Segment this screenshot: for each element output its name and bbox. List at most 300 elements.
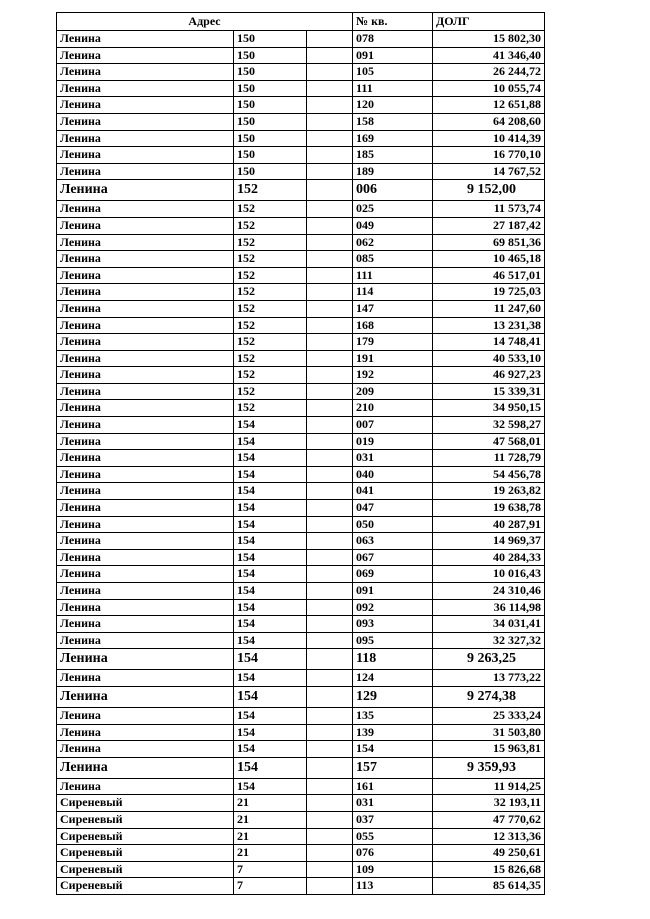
blank-cell bbox=[307, 795, 353, 812]
house-cell: 21 bbox=[234, 795, 307, 812]
house-cell: 152 bbox=[234, 367, 307, 384]
blank-cell bbox=[307, 811, 353, 828]
apartment-cell: 037 bbox=[353, 811, 433, 828]
blank-cell bbox=[307, 350, 353, 367]
house-cell: 150 bbox=[234, 113, 307, 130]
street-cell: Сиреневый bbox=[57, 861, 234, 878]
blank-cell bbox=[307, 466, 353, 483]
blank-cell bbox=[307, 583, 353, 600]
street-cell: Ленина bbox=[57, 649, 234, 670]
debt-cell: 11 914,25 bbox=[433, 778, 545, 795]
house-cell: 152 bbox=[234, 383, 307, 400]
blank-cell bbox=[307, 217, 353, 234]
house-cell: 154 bbox=[234, 466, 307, 483]
table-row bbox=[57, 417, 545, 434]
street-cell: Ленина bbox=[57, 616, 234, 633]
debt-cell: 15 339,31 bbox=[433, 383, 545, 400]
house-cell: 154 bbox=[234, 483, 307, 500]
street-cell: Ленина bbox=[57, 163, 234, 180]
debt-cell: 27 187,42 bbox=[433, 217, 545, 234]
debt-cell: 32 193,11 bbox=[433, 795, 545, 812]
debt-cell: 10 465,18 bbox=[433, 251, 545, 268]
apartment-cell: 189 bbox=[353, 163, 433, 180]
table-row bbox=[57, 163, 545, 180]
street-cell: Ленина bbox=[57, 670, 234, 687]
blank-cell bbox=[307, 828, 353, 845]
header-row bbox=[57, 13, 545, 31]
apartment-cell: 006 bbox=[353, 180, 433, 201]
street-cell: Ленина bbox=[57, 201, 234, 218]
table-row bbox=[57, 533, 545, 550]
blank-cell bbox=[307, 80, 353, 97]
debt-cell: 14 767,52 bbox=[433, 163, 545, 180]
table-row bbox=[57, 616, 545, 633]
apartment-cell: 047 bbox=[353, 500, 433, 517]
street-cell: Сиреневый bbox=[57, 845, 234, 862]
street-cell: Ленина bbox=[57, 217, 234, 234]
blank-cell bbox=[307, 317, 353, 334]
street-cell: Ленина bbox=[57, 778, 234, 795]
house-cell: 21 bbox=[234, 845, 307, 862]
house-cell: 154 bbox=[234, 583, 307, 600]
blank-cell bbox=[307, 433, 353, 450]
house-cell: 150 bbox=[234, 163, 307, 180]
table-row bbox=[57, 741, 545, 758]
apartment-cell: 041 bbox=[353, 483, 433, 500]
street-cell: Ленина bbox=[57, 383, 234, 400]
table-row bbox=[57, 795, 545, 812]
blank-cell bbox=[307, 599, 353, 616]
street-cell: Ленина bbox=[57, 284, 234, 301]
street-cell: Ленина bbox=[57, 234, 234, 251]
table-row bbox=[57, 80, 545, 97]
debt-cell: 41 346,40 bbox=[433, 47, 545, 64]
house-cell: 21 bbox=[234, 828, 307, 845]
apartment-cell: 118 bbox=[353, 649, 433, 670]
house-cell: 154 bbox=[234, 616, 307, 633]
house-cell: 7 bbox=[234, 878, 307, 895]
apartment-cell: 076 bbox=[353, 845, 433, 862]
apartment-header: № кв. bbox=[353, 13, 433, 31]
table-row bbox=[57, 317, 545, 334]
debt-cell: 11 728,79 bbox=[433, 450, 545, 467]
street-cell: Ленина bbox=[57, 483, 234, 500]
debt-cell: 49 250,61 bbox=[433, 845, 545, 862]
street-cell: Ленина bbox=[57, 334, 234, 351]
apartment-cell: 192 bbox=[353, 367, 433, 384]
apartment-cell: 085 bbox=[353, 251, 433, 268]
debt-cell: 69 851,36 bbox=[433, 234, 545, 251]
blank-cell bbox=[307, 47, 353, 64]
debt-cell: 9 263,25 bbox=[433, 649, 545, 670]
street-cell: Ленина bbox=[57, 599, 234, 616]
house-cell: 150 bbox=[234, 147, 307, 164]
street-cell: Ленина bbox=[57, 724, 234, 741]
table-row bbox=[57, 234, 545, 251]
debt-cell: 12 651,88 bbox=[433, 97, 545, 114]
debt-cell: 40 533,10 bbox=[433, 350, 545, 367]
apartment-cell: 135 bbox=[353, 707, 433, 724]
blank-cell bbox=[307, 778, 353, 795]
house-cell: 154 bbox=[234, 741, 307, 758]
blank-cell bbox=[307, 450, 353, 467]
house-cell: 152 bbox=[234, 284, 307, 301]
street-cell: Ленина bbox=[57, 566, 234, 583]
apartment-cell: 049 bbox=[353, 217, 433, 234]
apartment-cell: 157 bbox=[353, 757, 433, 778]
house-cell: 21 bbox=[234, 811, 307, 828]
house-cell: 154 bbox=[234, 599, 307, 616]
apartment-cell: 185 bbox=[353, 147, 433, 164]
blank-cell bbox=[307, 632, 353, 649]
debt-cell: 24 310,46 bbox=[433, 583, 545, 600]
apartment-cell: 095 bbox=[353, 632, 433, 649]
blank-cell bbox=[307, 500, 353, 517]
debt-cell: 19 725,03 bbox=[433, 284, 545, 301]
street-cell: Ленина bbox=[57, 433, 234, 450]
blank-cell bbox=[307, 31, 353, 48]
street-cell: Сиреневый bbox=[57, 878, 234, 895]
apartment-cell: 113 bbox=[353, 878, 433, 895]
street-cell: Ленина bbox=[57, 180, 234, 201]
apartment-cell: 124 bbox=[353, 670, 433, 687]
apartment-cell: 129 bbox=[353, 686, 433, 707]
house-cell: 150 bbox=[234, 130, 307, 147]
house-cell: 152 bbox=[234, 234, 307, 251]
apartment-cell: 114 bbox=[353, 284, 433, 301]
debt-cell: 34 031,41 bbox=[433, 616, 545, 633]
debt-cell: 10 055,74 bbox=[433, 80, 545, 97]
debt-cell: 36 114,98 bbox=[433, 599, 545, 616]
table-row bbox=[57, 284, 545, 301]
table-row bbox=[57, 583, 545, 600]
apartment-cell: 161 bbox=[353, 778, 433, 795]
street-cell: Ленина bbox=[57, 367, 234, 384]
house-cell: 150 bbox=[234, 64, 307, 81]
house-cell: 152 bbox=[234, 400, 307, 417]
table-row bbox=[57, 400, 545, 417]
house-cell: 154 bbox=[234, 724, 307, 741]
house-cell: 152 bbox=[234, 350, 307, 367]
debt-cell: 40 287,91 bbox=[433, 516, 545, 533]
debt-cell: 10 016,43 bbox=[433, 566, 545, 583]
blank-cell bbox=[307, 483, 353, 500]
debt-cell: 9 359,93 bbox=[433, 757, 545, 778]
debt-cell: 40 284,33 bbox=[433, 549, 545, 566]
table-row bbox=[57, 566, 545, 583]
apartment-cell: 025 bbox=[353, 201, 433, 218]
street-cell: Сиреневый bbox=[57, 795, 234, 812]
apartment-cell: 109 bbox=[353, 861, 433, 878]
debt-cell: 54 456,78 bbox=[433, 466, 545, 483]
table-row bbox=[57, 367, 545, 384]
debt-cell: 14 969,37 bbox=[433, 533, 545, 550]
apartment-cell: 191 bbox=[353, 350, 433, 367]
street-cell: Ленина bbox=[57, 741, 234, 758]
table-row bbox=[57, 878, 545, 895]
street-cell: Ленина bbox=[57, 516, 234, 533]
blank-cell bbox=[307, 757, 353, 778]
blank-cell bbox=[307, 367, 353, 384]
blank-cell bbox=[307, 861, 353, 878]
apartment-cell: 154 bbox=[353, 741, 433, 758]
blank-cell bbox=[307, 670, 353, 687]
apartment-cell: 031 bbox=[353, 450, 433, 467]
table-row bbox=[57, 632, 545, 649]
house-cell: 152 bbox=[234, 267, 307, 284]
debt-cell: 64 208,60 bbox=[433, 113, 545, 130]
street-cell: Ленина bbox=[57, 80, 234, 97]
table-row bbox=[57, 845, 545, 862]
house-cell: 152 bbox=[234, 180, 307, 201]
debt-cell: 15 963,81 bbox=[433, 741, 545, 758]
table-row bbox=[57, 599, 545, 616]
house-cell: 154 bbox=[234, 450, 307, 467]
blank-cell bbox=[307, 417, 353, 434]
blank-cell bbox=[307, 251, 353, 268]
street-cell: Ленина bbox=[57, 450, 234, 467]
house-cell: 152 bbox=[234, 217, 307, 234]
blank-cell bbox=[307, 878, 353, 895]
debt-cell: 46 517,01 bbox=[433, 267, 545, 284]
debt-cell: 31 503,80 bbox=[433, 724, 545, 741]
blank-cell bbox=[307, 234, 353, 251]
table-row bbox=[57, 180, 545, 201]
apartment-cell: 093 bbox=[353, 616, 433, 633]
street-cell: Ленина bbox=[57, 549, 234, 566]
debt-cell: 16 770,10 bbox=[433, 147, 545, 164]
street-cell: Ленина bbox=[57, 31, 234, 48]
street-cell: Ленина bbox=[57, 707, 234, 724]
apartment-cell: 050 bbox=[353, 516, 433, 533]
street-cell: Ленина bbox=[57, 300, 234, 317]
table-row bbox=[57, 466, 545, 483]
table-row bbox=[57, 483, 545, 500]
table-row bbox=[57, 670, 545, 687]
blank-cell bbox=[307, 334, 353, 351]
table-row bbox=[57, 450, 545, 467]
table-row bbox=[57, 47, 545, 64]
street-cell: Сиреневый bbox=[57, 811, 234, 828]
table-row bbox=[57, 724, 545, 741]
apartment-cell: 179 bbox=[353, 334, 433, 351]
debt-cell: 11 573,74 bbox=[433, 201, 545, 218]
debt-cell: 32 598,27 bbox=[433, 417, 545, 434]
table-body bbox=[57, 31, 545, 895]
street-cell: Ленина bbox=[57, 350, 234, 367]
apartment-cell: 120 bbox=[353, 97, 433, 114]
apartment-cell: 092 bbox=[353, 599, 433, 616]
blank-cell bbox=[307, 400, 353, 417]
street-cell: Ленина bbox=[57, 267, 234, 284]
apartment-cell: 105 bbox=[353, 64, 433, 81]
house-cell: 154 bbox=[234, 549, 307, 566]
house-cell: 152 bbox=[234, 251, 307, 268]
debt-cell: 12 313,36 bbox=[433, 828, 545, 845]
house-cell: 154 bbox=[234, 566, 307, 583]
house-cell: 154 bbox=[234, 757, 307, 778]
apartment-cell: 055 bbox=[353, 828, 433, 845]
table-row bbox=[57, 500, 545, 517]
blank-cell bbox=[307, 267, 353, 284]
table-row bbox=[57, 251, 545, 268]
debt-cell: 15 802,30 bbox=[433, 31, 545, 48]
table-row bbox=[57, 31, 545, 48]
debt-cell: 26 244,72 bbox=[433, 64, 545, 81]
table-row bbox=[57, 649, 545, 670]
house-cell: 154 bbox=[234, 516, 307, 533]
debt-cell: 47 568,01 bbox=[433, 433, 545, 450]
house-cell: 154 bbox=[234, 686, 307, 707]
debt-cell: 19 638,78 bbox=[433, 500, 545, 517]
house-cell: 154 bbox=[234, 417, 307, 434]
blank-cell bbox=[307, 616, 353, 633]
apartment-cell: 063 bbox=[353, 533, 433, 550]
house-cell: 152 bbox=[234, 300, 307, 317]
apartment-cell: 091 bbox=[353, 47, 433, 64]
table-row bbox=[57, 267, 545, 284]
table-row bbox=[57, 300, 545, 317]
debt-cell: 47 770,62 bbox=[433, 811, 545, 828]
table-row bbox=[57, 383, 545, 400]
street-cell: Ленина bbox=[57, 251, 234, 268]
street-cell: Ленина bbox=[57, 47, 234, 64]
apartment-cell: 091 bbox=[353, 583, 433, 600]
table-row bbox=[57, 778, 545, 795]
debt-cell: 10 414,39 bbox=[433, 130, 545, 147]
blank-cell bbox=[307, 97, 353, 114]
apartment-cell: 158 bbox=[353, 113, 433, 130]
table-row bbox=[57, 828, 545, 845]
table-row bbox=[57, 707, 545, 724]
blank-cell bbox=[307, 566, 353, 583]
table-row bbox=[57, 433, 545, 450]
apartment-cell: 040 bbox=[353, 466, 433, 483]
table-row bbox=[57, 113, 545, 130]
blank-cell bbox=[307, 649, 353, 670]
blank-cell bbox=[307, 284, 353, 301]
table-row bbox=[57, 686, 545, 707]
street-cell: Ленина bbox=[57, 632, 234, 649]
table-row bbox=[57, 130, 545, 147]
street-cell: Ленина bbox=[57, 147, 234, 164]
apartment-cell: 067 bbox=[353, 549, 433, 566]
blank-cell bbox=[307, 130, 353, 147]
street-cell: Ленина bbox=[57, 64, 234, 81]
house-cell: 154 bbox=[234, 533, 307, 550]
street-cell: Ленина bbox=[57, 97, 234, 114]
debt-cell: 32 327,32 bbox=[433, 632, 545, 649]
blank-cell bbox=[307, 64, 353, 81]
apartment-cell: 019 bbox=[353, 433, 433, 450]
debt-cell: 9 152,00 bbox=[433, 180, 545, 201]
house-cell: 154 bbox=[234, 778, 307, 795]
blank-cell bbox=[307, 533, 353, 550]
debt-cell: 25 333,24 bbox=[433, 707, 545, 724]
house-cell: 154 bbox=[234, 433, 307, 450]
debt-header: ДОЛГ bbox=[433, 13, 545, 31]
debt-cell: 85 614,35 bbox=[433, 878, 545, 895]
table-row bbox=[57, 334, 545, 351]
street-cell: Ленина bbox=[57, 317, 234, 334]
table-row bbox=[57, 811, 545, 828]
blank-cell bbox=[307, 163, 353, 180]
table-row bbox=[57, 757, 545, 778]
street-cell: Ленина bbox=[57, 583, 234, 600]
debt-cell: 15 826,68 bbox=[433, 861, 545, 878]
debt-cell: 13 231,38 bbox=[433, 317, 545, 334]
house-cell: 150 bbox=[234, 47, 307, 64]
apartment-cell: 209 bbox=[353, 383, 433, 400]
blank-cell bbox=[307, 383, 353, 400]
street-cell: Ленина bbox=[57, 500, 234, 517]
blank-cell bbox=[307, 707, 353, 724]
debt-cell: 9 274,38 bbox=[433, 686, 545, 707]
blank-cell bbox=[307, 201, 353, 218]
debt-cell: 19 263,82 bbox=[433, 483, 545, 500]
street-cell: Ленина bbox=[57, 686, 234, 707]
debt-cell: 11 247,60 bbox=[433, 300, 545, 317]
street-cell: Ленина bbox=[57, 466, 234, 483]
blank-cell bbox=[307, 686, 353, 707]
table-row bbox=[57, 201, 545, 218]
apartment-cell: 111 bbox=[353, 80, 433, 97]
apartment-cell: 139 bbox=[353, 724, 433, 741]
apartment-cell: 031 bbox=[353, 795, 433, 812]
house-cell: 150 bbox=[234, 97, 307, 114]
blank-cell bbox=[307, 724, 353, 741]
apartment-cell: 111 bbox=[353, 267, 433, 284]
debt-cell: 13 773,22 bbox=[433, 670, 545, 687]
street-cell: Ленина bbox=[57, 757, 234, 778]
blank-cell bbox=[307, 147, 353, 164]
blank-cell bbox=[307, 845, 353, 862]
table-row bbox=[57, 97, 545, 114]
table-row bbox=[57, 861, 545, 878]
house-cell: 150 bbox=[234, 31, 307, 48]
table-row bbox=[57, 217, 545, 234]
house-cell: 154 bbox=[234, 632, 307, 649]
street-cell: Ленина bbox=[57, 417, 234, 434]
blank-cell bbox=[307, 180, 353, 201]
debt-cell: 46 927,23 bbox=[433, 367, 545, 384]
table-row bbox=[57, 350, 545, 367]
house-cell: 152 bbox=[234, 334, 307, 351]
apartment-cell: 069 bbox=[353, 566, 433, 583]
apartment-cell: 078 bbox=[353, 31, 433, 48]
table-row bbox=[57, 147, 545, 164]
street-cell: Ленина bbox=[57, 130, 234, 147]
blank-cell bbox=[307, 549, 353, 566]
house-cell: 152 bbox=[234, 201, 307, 218]
table-row bbox=[57, 549, 545, 566]
house-cell: 154 bbox=[234, 500, 307, 517]
blank-cell bbox=[307, 741, 353, 758]
debt-table bbox=[56, 12, 545, 895]
street-cell: Сиреневый bbox=[57, 828, 234, 845]
house-cell: 7 bbox=[234, 861, 307, 878]
house-cell: 150 bbox=[234, 80, 307, 97]
table-row bbox=[57, 64, 545, 81]
house-cell: 152 bbox=[234, 317, 307, 334]
street-cell: Ленина bbox=[57, 533, 234, 550]
address-header: Адрес bbox=[57, 13, 353, 31]
debt-cell: 34 950,15 bbox=[433, 400, 545, 417]
apartment-cell: 210 bbox=[353, 400, 433, 417]
apartment-cell: 169 bbox=[353, 130, 433, 147]
apartment-cell: 147 bbox=[353, 300, 433, 317]
apartment-cell: 062 bbox=[353, 234, 433, 251]
